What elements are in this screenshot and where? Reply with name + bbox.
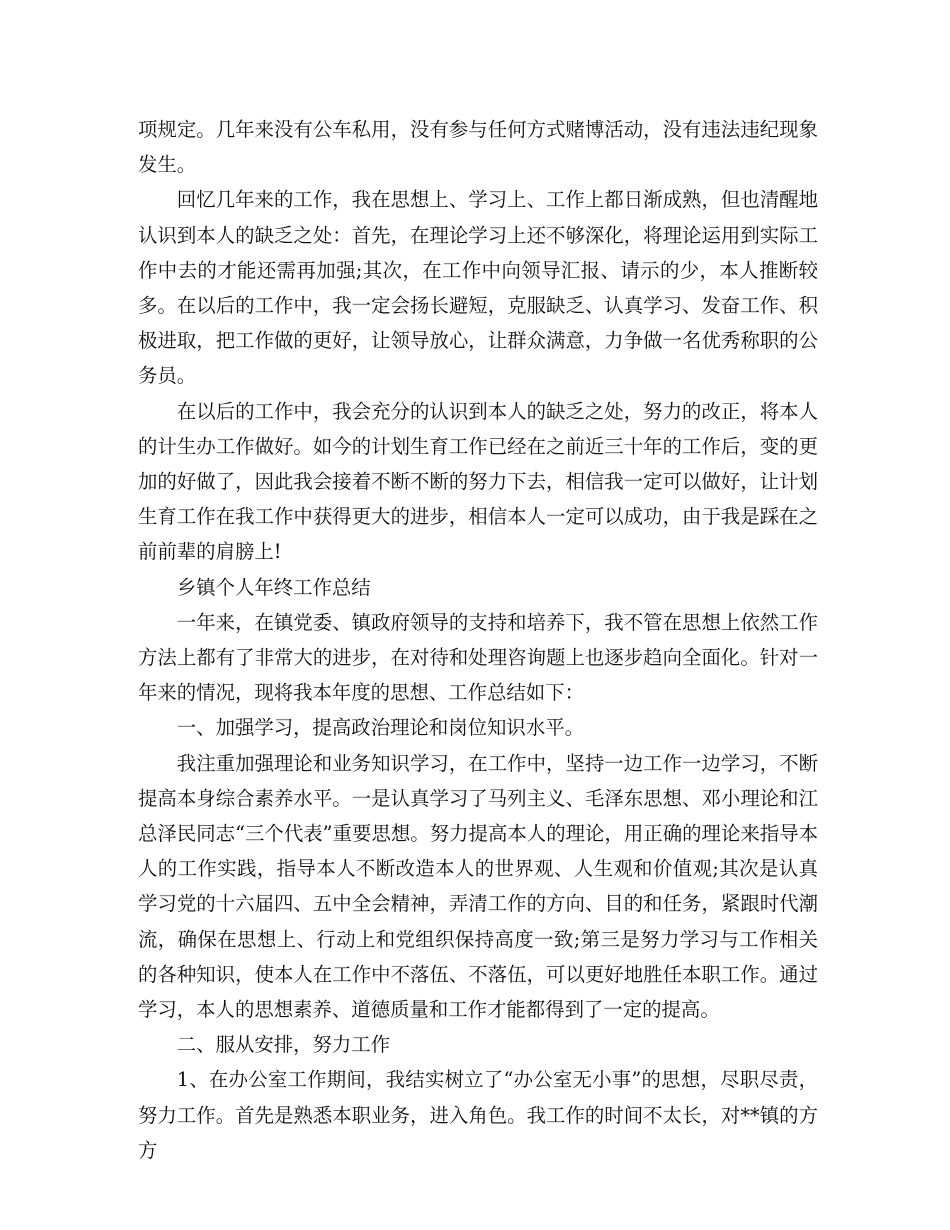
paragraph-intro: 一年来，在镇党委、镇政府领导的支持和培养下，我不管在思想上依然工作方法上都有了非常大的进步，在对待和处理咨询题上也逐步趋向全面化。针对一年来的情况，现将我本年度的思想、工作总结如下：	[138, 610, 818, 705]
paragraph-future-work: 在以后的工作中，我会充分的认识到本人的缺乏之处，努力的改正，将本人的计生办工作做好。如今的计划生育工作已经在之前近三十年的工作后，变的更加的好做了，因此我会接着不断不断的努力下去，相信我一定可以做好，让计划生育工作在我工作中获得更大的进步，相信本人一定可以成功，由于我是踩在之前前辈的肩膀上!	[138, 399, 818, 564]
paragraph-study: 我注重加强理论和业务知识学习，在工作中，坚持一边工作一边学习，不断提高本身综合素养水平。一是认真学习了马列主义、毛泽东思想、邓小理论和江总泽民同志“三个代表”重要思想。努力提高本人的理论，用正确的理论来指导本人的工作实践，指导本人不断改造本人的世界观、人生观和价值观;其次是认真学习党的十六届四、五中全会精神，弄清工作的方向、目的和任务，紧跟时代潮流，确保在思想上、行动上和党组织保持高度一致;第三是努力学习与工作相关的各种知识，使本人在工作中不落伍、不落伍，可以更好地胜任本职工作。通过学习，本人的思想素养、道德质量和工作才能都得到了一定的提高。	[138, 751, 818, 1022]
section-heading-study: 一、加强学习，提高政治理论和岗位知识水平。	[176, 716, 584, 740]
paragraph-continuation: 项规定。几年来没有公车私用，没有参与任何方式赌博活动，没有违法违纪现象发生。	[138, 118, 818, 177]
paragraph-office-work: 1、在办公室工作期间，我结实树立了“办公室无小事”的思想，尽职尽责，努力工作。首先是熟悉本职业务，进入角色。我工作的时间不太长，对**镇的方方	[138, 1068, 818, 1162]
section-heading-work: 二、服从安排，努力工作	[176, 1033, 391, 1057]
document-body	[138, 112, 818, 1168]
section-title: 乡镇个人年终工作总结	[176, 575, 371, 599]
paragraph-reflection: 回忆几年来的工作，我在思想上、学习上、工作上都日渐成熟，但也清醒地认识到本人的缺乏之处：首先，在理论学习上还不够深化，将理论运用到实际工作中去的才能还需再加强;其次，在工作中向领导汇报、请示的少，本人推断较多。在以后的工作中，我一定会扬长避短，克服缺乏、认真学习、发奋工作、积极进取，把工作做的更好，让领导放心，让群众满意，力争做一名优秀称职的公务员。	[138, 188, 818, 388]
